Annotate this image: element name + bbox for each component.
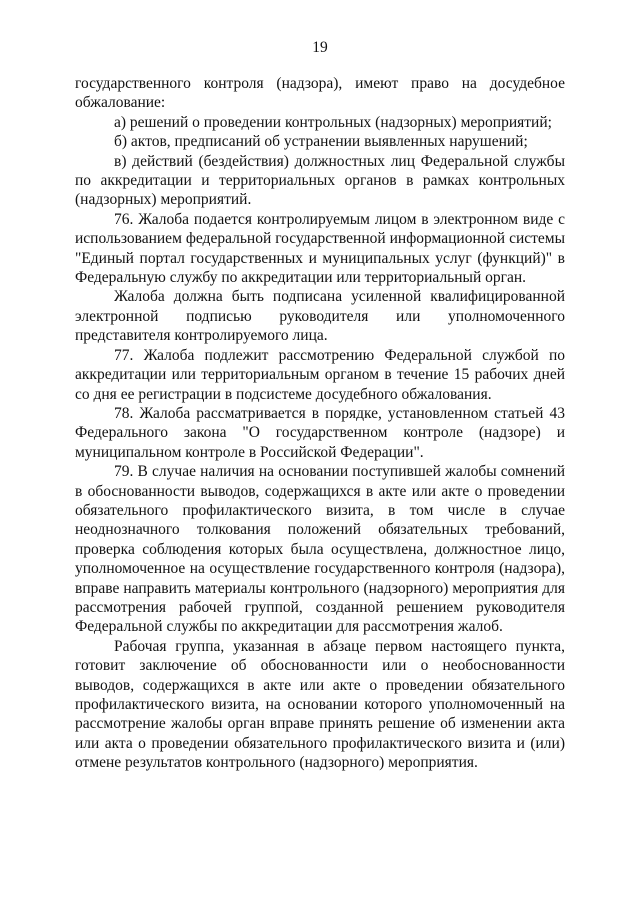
page-number: 19 [312,39,328,56]
list-item-a: а) решений о проведении контрольных (надзорных) мероприятий; [114,113,552,131]
paragraph-79: 79. В случае наличия на основании поступившей жалобы сомнений в обоснованности выводов, содержащихся в акте или акте о проведении обязательного профилактического визита, в том числе в случае неоднозначного толкования положений обязательных требований, проверка соблюдения которых была осуществлена, должностное лицо, уполномоченное на осуществление государственного контроля (надзора), вправе направить материалы контрольного (надзорного) мероприятия для рассмотрения рабочей группой, созданной решением руководителя Федеральной службы по аккредитации для рассмотрения жалоб. [75,463,565,636]
paragraph-76-signature: Жалоба должна быть подписана усиленной квалифицированной электронной подписью руководителя или уполномоченного представителя контролируемого лица. [75,288,565,345]
paragraph-continuation: государственного контроля (надзора), имеют право на досудебное обжалование: [75,75,565,112]
list-item-b: б) актов, предписаний об устранении выявленных нарушений; [114,133,528,151]
paragraph-76: 76. Жалоба подается контролируемым лицом в электронном виде с использованием федеральной государственной информационной системы "Единый портал государственных и муниципальных услуг (функций)" в Федеральную службу по аккредитации или территориальный орган. [75,210,565,287]
paragraph-77: 77. Жалоба подлежит рассмотрению Федеральной службой по аккредитации или территориальным органом в течение 15 рабочих дней со дня ее регистрации в подсистеме досудебного обжалования. [75,346,565,403]
list-item-v: в) действий (бездействия) должностных лиц Федеральной службы по аккредитации и территориальных органов в рамках контрольных (надзорных) мероприятий. [75,152,565,209]
paragraph-78: 78. Жалоба рассматривается в порядке, установленном статьей 43 Федерального закона "О государственном контроле (надзоре) и муниципальном контроле в Российской Федерации". [75,404,565,461]
paragraph-79-working-group: Рабочая группа, указанная в абзаце первом настоящего пункта, готовит заключение об обоснованности или о необоснованности выводов, содержащихся в акте или акте о проведении обязательного профилактического визита, на основании которого уполномоченный на рассмотрение жалобы орган вправе принять решение об изменении акта или акта о проведении обязательного профилактического визита и (или) отмене результатов контрольного (надзорного) мероприятия. [75,637,565,772]
document-body [75,74,565,773]
